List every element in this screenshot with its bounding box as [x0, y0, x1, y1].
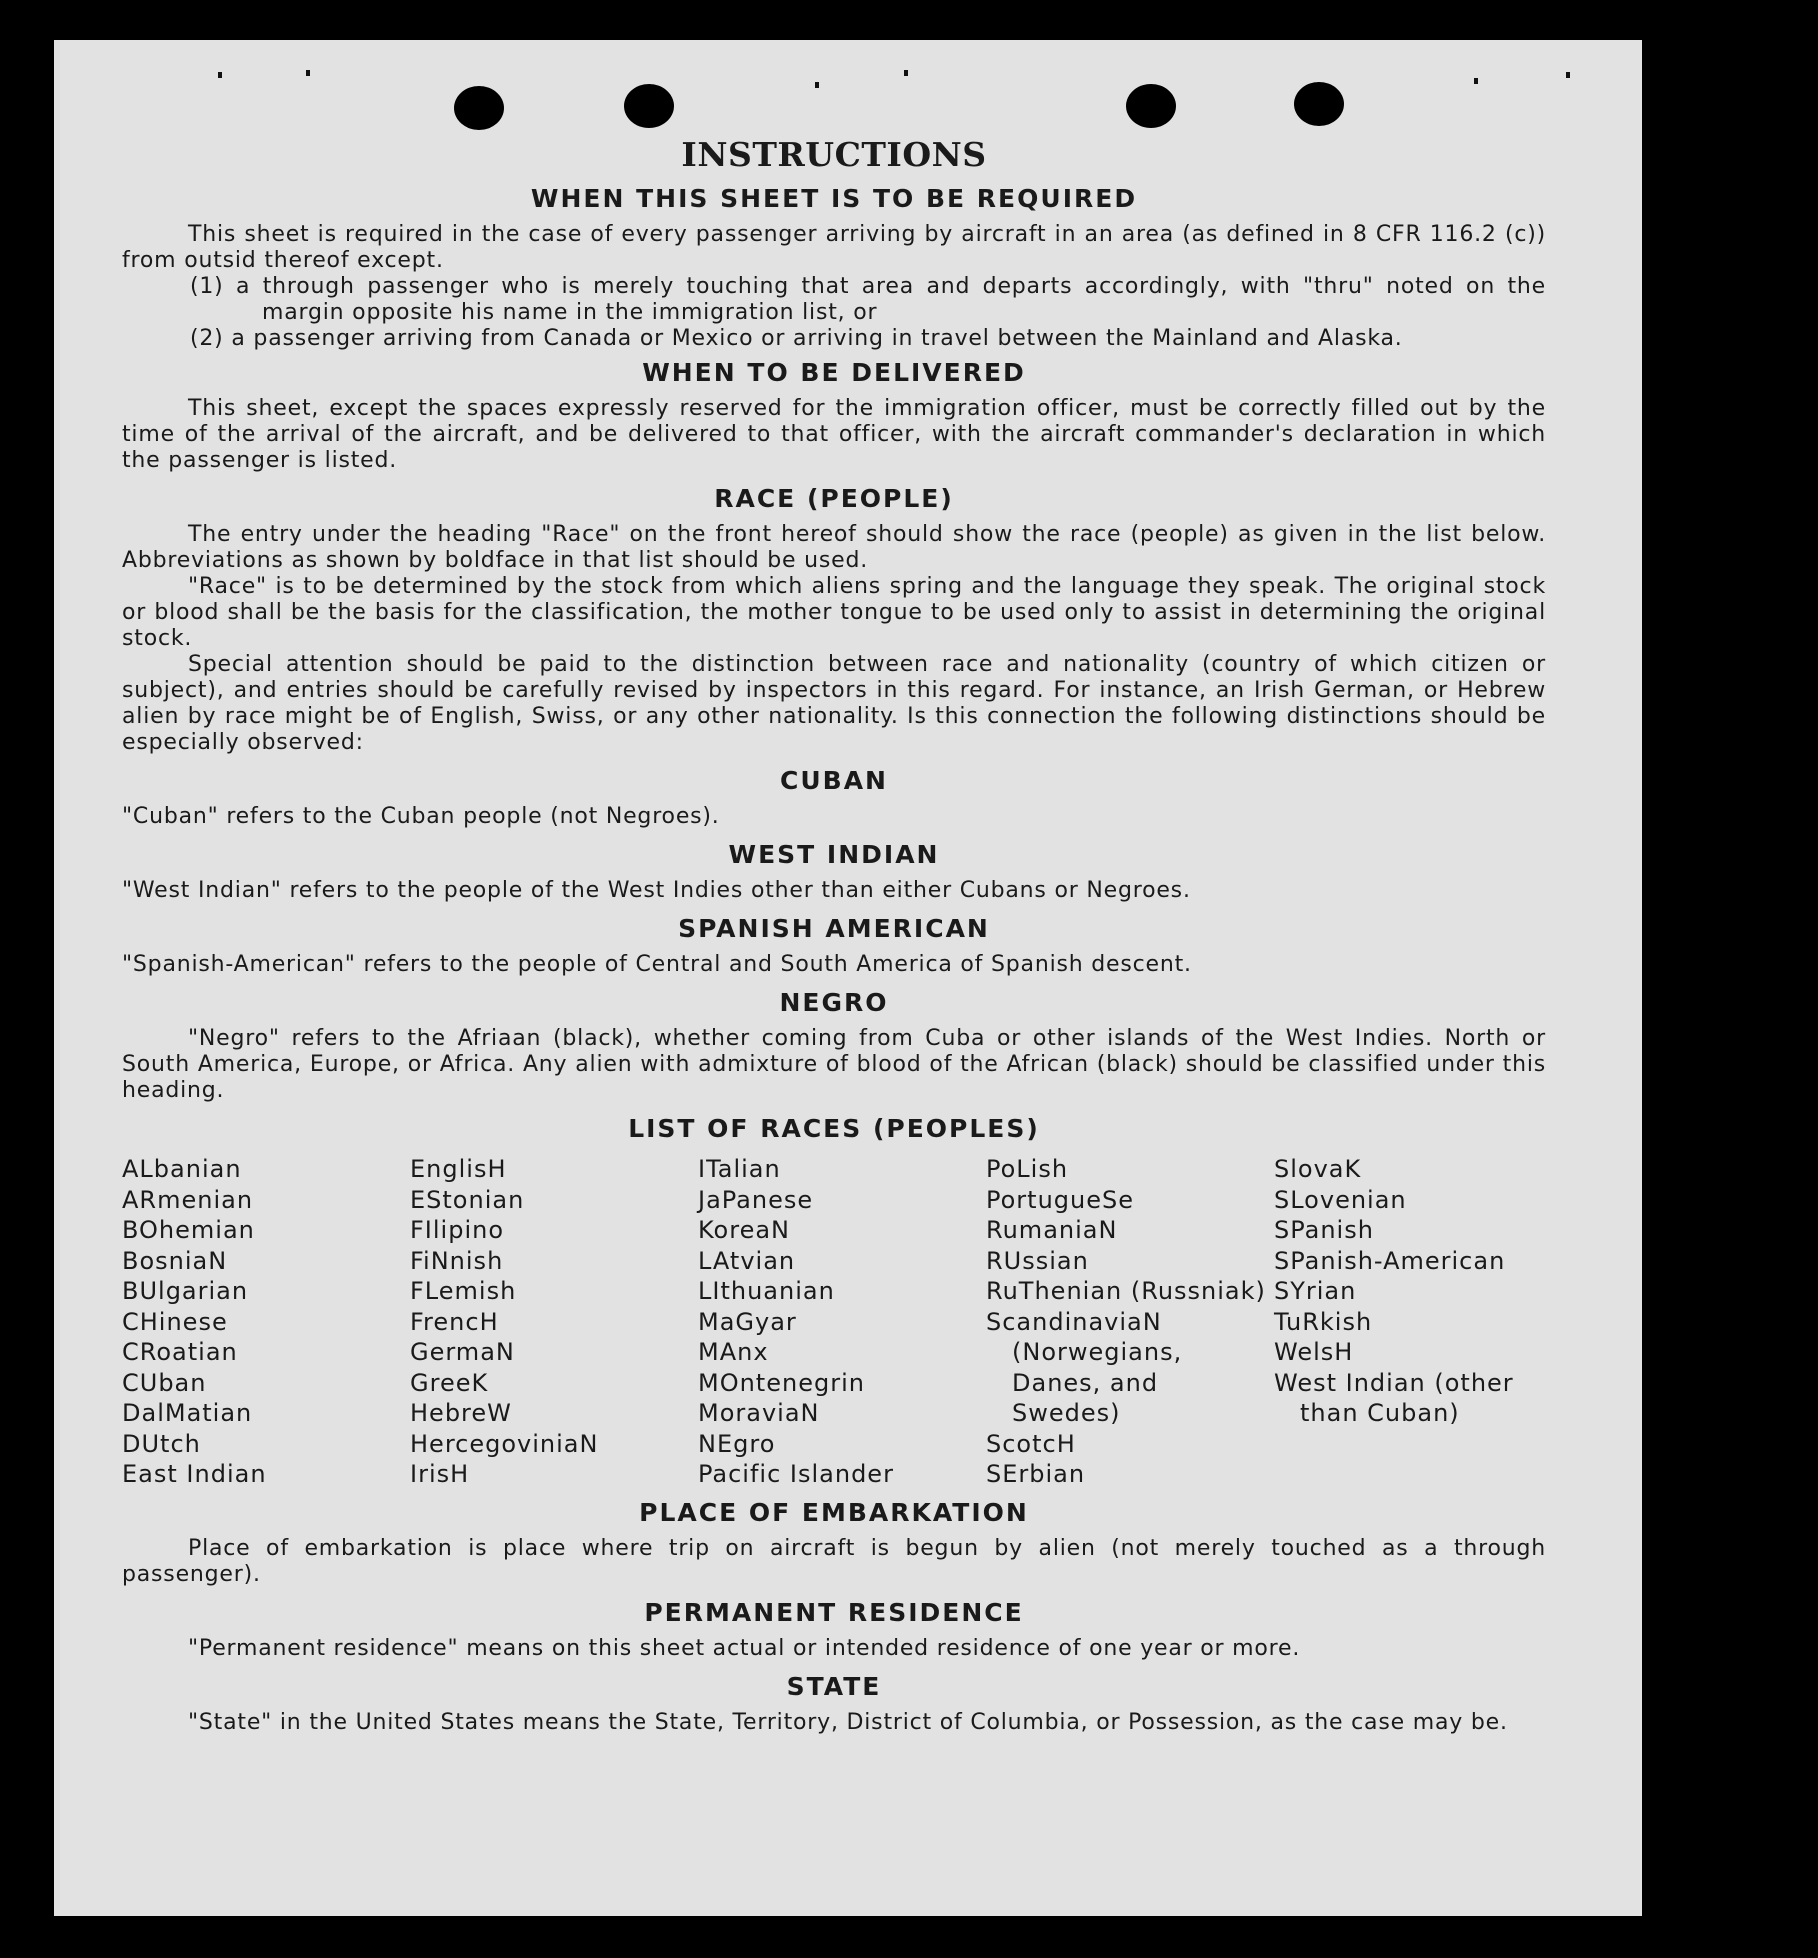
- scan-speck: [218, 72, 222, 78]
- races-list: [122, 1154, 1546, 1490]
- race-item: SlovaK: [1274, 1155, 1362, 1183]
- race-item: PortugueSe: [986, 1185, 1134, 1214]
- negro-text: "Negro" refers to the Afriaan (black), whether coming from Cuba or other islands of the West Indies. North or South America, Europe, or Africa. Any alien with admixture of blood of the African (black) should be classified under this heading.: [122, 1026, 1546, 1103]
- race-item: NEgro: [698, 1429, 776, 1458]
- race-item: ALbanian: [122, 1155, 242, 1183]
- race-item: RumaniaN: [986, 1216, 1118, 1244]
- scan-speck: [904, 70, 908, 76]
- race-item: PoLish: [986, 1155, 1069, 1183]
- race-item: CRoatian: [122, 1338, 238, 1366]
- scan-speck: [306, 70, 310, 76]
- heading-place-of-embarkation: PLACE OF EMBARKATION: [639, 1497, 1029, 1527]
- race-item: EStonian: [410, 1185, 525, 1214]
- punch-hole: [1126, 84, 1176, 128]
- west-indian-text: "West Indian" refers to the people of the West Indies other than either Cubans or Negroes.: [122, 878, 1191, 903]
- race-item: FIlipino: [410, 1216, 505, 1244]
- race-item: BosniaN: [122, 1246, 228, 1275]
- cuban-text: "Cuban" refers to the Cuban people (not Negroes).: [122, 804, 720, 829]
- race-item: MoraviaN: [698, 1399, 820, 1427]
- embarkation-text: Place of embarkation is place where trip on aircraft is begun by alien (not merely touched as a through passenger).: [122, 1535, 1546, 1587]
- heading-negro: NEGRO: [779, 988, 889, 1017]
- race-item: ITalian: [698, 1155, 781, 1183]
- race-item: GermaN: [410, 1338, 515, 1366]
- race-item: East Indian: [122, 1460, 267, 1488]
- race-item: FLemish: [410, 1277, 517, 1305]
- scan-speck: [815, 82, 819, 88]
- race-item: ScandinaviaN (Norwegians, Danes, and Swedes): [986, 1307, 1183, 1427]
- document-title: INSTRUCTIONS: [681, 135, 987, 174]
- race-item: RuThenian (Russniak): [986, 1277, 1266, 1305]
- races-column: [698, 1154, 986, 1490]
- race-item: IrisH: [410, 1460, 470, 1488]
- punch-hole: [454, 86, 504, 130]
- race-item: RUssian: [986, 1246, 1089, 1275]
- race-item: MOntenegrin: [698, 1368, 865, 1397]
- heading-west-indian: WEST INDIAN: [728, 840, 940, 869]
- required-item-2: (2) a passenger arriving from Canada or Mexico or arriving in travel between the Mainland and Alaska.: [190, 326, 1403, 351]
- required-item-1: (1) a through passenger who is merely touching that area and departs accordingly, with "thru" noted on the margin opposite his name in the immigration list, or: [190, 274, 1546, 325]
- heading-when-delivered: WHEN TO BE DELIVERED: [642, 358, 1026, 387]
- race-item: SLovenian: [1274, 1185, 1407, 1214]
- races-column: [1274, 1154, 1562, 1490]
- race-item: CHinese: [122, 1307, 228, 1336]
- race-item: EnglisH: [410, 1155, 507, 1183]
- race-item: BOhemian: [122, 1216, 255, 1244]
- race-item: KoreaN: [698, 1216, 790, 1244]
- state-text: "State" in the United States means the State, Territory, District of Columbia, or Possession, as the case may be.: [188, 1709, 1508, 1735]
- race-item: GreeK: [410, 1368, 489, 1397]
- required-intro: This sheet is required in the case of every passenger arriving by aircraft in an area (as defined in 8 CFR 116.2 (c)) from outsid thereof except.: [122, 222, 1546, 273]
- heading-state: STATE: [786, 1671, 882, 1701]
- races-column: [122, 1154, 410, 1490]
- race-item: West Indian (other than Cuban): [1274, 1368, 1514, 1427]
- races-column: [986, 1154, 1274, 1490]
- heading-when-required: WHEN THIS SHEET IS TO BE REQUIRED: [530, 184, 1138, 213]
- race-item: CUban: [122, 1368, 207, 1397]
- spanish-american-text: "Spanish-American" refers to the people of Central and South America of Spanish descent.: [122, 952, 1192, 977]
- race-item: MAnx: [698, 1338, 769, 1366]
- heading-cuban: CUBAN: [780, 766, 888, 795]
- race-item: FiNnish: [410, 1246, 504, 1275]
- race-item: FrencH: [410, 1307, 499, 1336]
- punch-hole: [1294, 82, 1344, 126]
- heading-list-of-races: LIST OF RACES (PEOPLES): [628, 1114, 1040, 1143]
- race-item: ARmenian: [122, 1185, 254, 1214]
- heading-permanent-residence: PERMANENT RESIDENCE: [644, 1597, 1024, 1627]
- race-item: MaGyar: [698, 1307, 797, 1336]
- race-item: DalMatian: [122, 1399, 253, 1427]
- race-item: HebreW: [410, 1399, 512, 1427]
- race-item: SPanish-American: [1274, 1246, 1506, 1275]
- heading-race: RACE (PEOPLE): [714, 484, 954, 513]
- punch-hole: [624, 84, 674, 128]
- race-item: HercegoviniaN: [410, 1429, 599, 1458]
- race-item: LIthuanian: [698, 1277, 835, 1305]
- race-paragraph: Special attention should be paid to the distinction between race and nationality (country of which citizen or subject), and entries should be carefully revised by inspectors in this regard. For instance, an Irish German, or Hebrew alien by race might be of English, Swiss, or any other nationality. Is this connection the following distinctions should be especially observed:: [122, 652, 1546, 755]
- scan-speck: [1474, 78, 1478, 84]
- race-item: SYrian: [1274, 1277, 1357, 1305]
- races-column: [410, 1154, 698, 1490]
- residence-text: "Permanent residence" means on this sheet actual or intended residence of one year or more.: [188, 1635, 1301, 1661]
- race-item: LAtvian: [698, 1246, 796, 1275]
- race-item: SPanish: [1274, 1216, 1374, 1244]
- race-paragraph: "Race" is to be determined by the stock from which aliens spring and the language they speak. The original stock or blood shall be the basis for the classification, the mother tongue to be used only to assist in determining the original stock.: [122, 574, 1546, 651]
- race-item: WelsH: [1274, 1338, 1354, 1366]
- race-item: BUlgarian: [122, 1277, 249, 1305]
- race-item: DUtch: [122, 1429, 201, 1458]
- race-item: ScotcH: [986, 1429, 1076, 1458]
- race-item: SErbian: [986, 1460, 1086, 1488]
- race-paragraph: The entry under the heading "Race" on the front hereof should show the race (people) as given in the list below. Abbreviations as shown by boldface in that list should be used.: [122, 522, 1546, 573]
- race-item: TuRkish: [1274, 1307, 1373, 1336]
- scan-speck: [1566, 72, 1570, 78]
- heading-spanish-american: SPANISH AMERICAN: [678, 914, 990, 943]
- document-body: [122, 132, 1546, 1736]
- race-item: JaPanese: [698, 1185, 814, 1214]
- delivered-text: This sheet, except the spaces expressly reserved for the immigration officer, must be correctly filled out by the time of the arrival of the aircraft, and be delivered to that officer, with the aircraft commander's declaration in which the passenger is listed.: [122, 396, 1546, 473]
- race-item: Pacific Islander: [698, 1460, 894, 1488]
